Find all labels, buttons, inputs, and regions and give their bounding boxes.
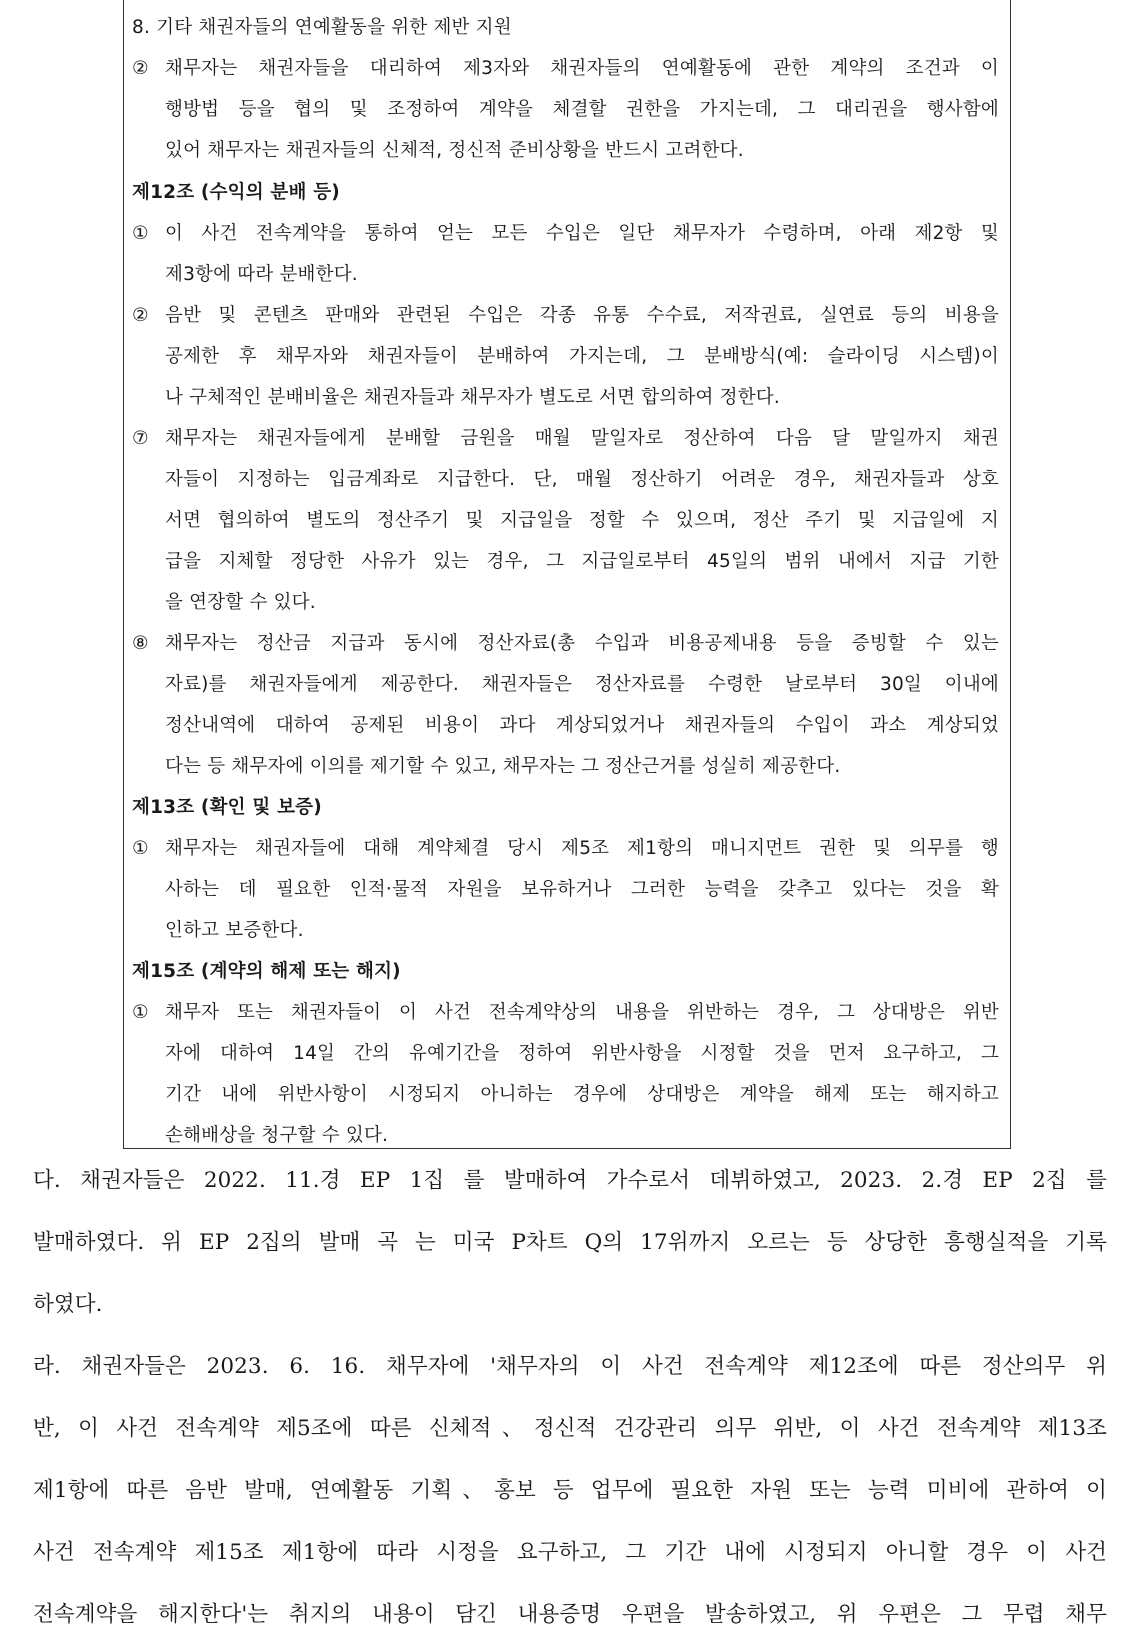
clause-line: 채무자는 정산금 지급과 동시에 정산자료(총 수입과 비용공제내용 등을 증빙할 수 있는 bbox=[165, 633, 999, 654]
clause-marker: ② bbox=[132, 305, 149, 326]
paragraph-da-line: 하였다. bbox=[33, 1292, 103, 1317]
clause-line: 음반 및 콘텐츠 판매와 관련된 수입은 각종 유통 수수료, 저작권료, 실연료 등의 비용을 bbox=[165, 305, 999, 326]
clause-marker: ⑦ bbox=[132, 428, 149, 449]
clause-line: 기간 내에 위반사항이 시정되지 아니하는 경우에 상대방은 계약을 해제 또는 해지하고 bbox=[165, 1084, 999, 1105]
clause-line: 손해배상을 청구할 수 있다. bbox=[165, 1125, 389, 1146]
clause-line: 급을 지체할 정당한 사유가 있는 경우, 그 지급일로부터 45일의 범위 내에서 지급 기한 bbox=[165, 551, 999, 572]
article-12-heading: 제12조 (수익의 분배 등) bbox=[132, 182, 340, 203]
clause-line: 서면 협의하여 별도의 정산주기 및 지급일을 정할 수 있으며, 정산 주기 및 지급일에 지 bbox=[165, 510, 999, 531]
clause-line: 채무자는 채권자들에 대해 계약체결 당시 제5조 제1항의 매니지먼트 권한 및 의무를 행 bbox=[165, 838, 999, 859]
item-8: 8. 기타 채권자들의 연예활동을 위한 제반 지원 bbox=[132, 17, 512, 38]
paragraph-ra-line: 라. 채권자들은 2023. 6. 16. 채무자에 '채무자의 이 사건 전속계약 제12조에 따른 정산의무 위 bbox=[33, 1354, 1107, 1379]
clause-line: 공제한 후 채무자와 채권자들이 분배하여 가지는데, 그 분배방식(예: 슬라이딩 시스템)이 bbox=[165, 346, 999, 367]
clause-line: 이 사건 전속계약을 통하여 얻는 모든 수입은 일단 채무자가 수령하며, 아래 제2항 및 bbox=[165, 223, 999, 244]
paragraph-da-line: 다. 채권자들은 2022. 11.경 EP 1집 를 발매하여 가수로서 데뷔하였고, 2023. 2.경 EP 2집 를 bbox=[33, 1168, 1107, 1193]
paragraph-ra-line: 전속계약을 해지한다'는 취지의 내용이 담긴 내용증명 우편을 발송하였고, 위 우편은 그 무렵 채무 bbox=[33, 1602, 1107, 1627]
clause-marker: ⑧ bbox=[132, 633, 149, 654]
paragraph-da-line: 발매하였다. 위 EP 2집의 발매 곡 는 미국 P차트 Q의 17위까지 오르는 등 상당한 흥행실적을 기록 bbox=[33, 1230, 1107, 1255]
paragraph-ra-line: 제1항에 따른 음반 발매, 연예활동 기획、홍보 등 업무에 필요한 자원 또는 능력 미비에 관하여 이 bbox=[33, 1478, 1107, 1503]
contract-excerpt-box bbox=[123, 0, 1011, 1149]
clause-line: 자들이 지정하는 입금계좌로 지급한다. 단, 매월 정산하기 어려운 경우, 채권자들과 상호 bbox=[165, 469, 999, 490]
clause-marker: ① bbox=[132, 1002, 149, 1023]
clause-line: 다는 등 채무자에 이의를 제기할 수 있고, 채무자는 그 정산근거를 성실히 제공한다. bbox=[165, 756, 841, 777]
clause-marker: ① bbox=[132, 838, 149, 859]
clause-line: 사하는 데 필요한 인적·물적 자원을 보유하거나 그러한 능력을 갖추고 있다는 것을 확 bbox=[165, 879, 999, 900]
paragraph-ra-line: 사건 전속계약 제15조 제1항에 따라 시정을 요구하고, 그 기간 내에 시정되지 아니할 경우 이 사건 bbox=[33, 1540, 1107, 1565]
clause-line: 있어 채무자는 채권자들의 신체적, 정신적 준비상황을 반드시 고려한다. bbox=[165, 140, 744, 161]
clause-line: 채무자는 채권자들에게 분배할 금원을 매월 말일자로 정산하여 다음 달 말일까지 채권 bbox=[165, 428, 999, 449]
clause-marker: ② bbox=[132, 58, 149, 79]
clause-line: 제3항에 따라 분배한다. bbox=[165, 264, 358, 285]
article-13-heading: 제13조 (확인 및 보증) bbox=[132, 797, 322, 818]
clause-line: 행방법 등을 협의 및 조정하여 계약을 체결할 권한을 가지는데, 그 대리권을 행사함에 bbox=[165, 99, 999, 120]
article-15-heading: 제15조 (계약의 해제 또는 해지) bbox=[132, 961, 401, 982]
clause-line: 자료)를 채권자들에게 제공한다. 채권자들은 정산자료를 수령한 날로부터 30일 이내에 bbox=[165, 674, 999, 695]
clause-line: 인하고 보증한다. bbox=[165, 920, 304, 941]
clause-line: 나 구체적인 분배비율은 채권자들과 채무자가 별도로 서면 합의하여 정한다. bbox=[165, 387, 780, 408]
clause-marker: ① bbox=[132, 223, 149, 244]
clause-line: 채무자는 채권자들을 대리하여 제3자와 채권자들의 연예활동에 관한 계약의 조건과 이 bbox=[165, 58, 999, 79]
clause-line: 채무자 또는 채권자들이 이 사건 전속계약상의 내용을 위반하는 경우, 그 상대방은 위반 bbox=[165, 1002, 999, 1023]
clause-line: 정산내역에 대하여 공제된 비용이 과다 계상되었거나 채권자들의 수입이 과소 계상되었 bbox=[165, 715, 999, 736]
paragraph-ra-line: 반, 이 사건 전속계약 제5조에 따른 신체적、정신적 건강관리 의무 위반, 이 사건 전속계약 제13조 bbox=[33, 1416, 1107, 1441]
clause-line: 을 연장할 수 있다. bbox=[165, 592, 316, 613]
clause-line: 자에 대하여 14일 간의 유예기간을 정하여 위반사항을 시정할 것을 먼저 요구하고, 그 bbox=[165, 1043, 999, 1064]
